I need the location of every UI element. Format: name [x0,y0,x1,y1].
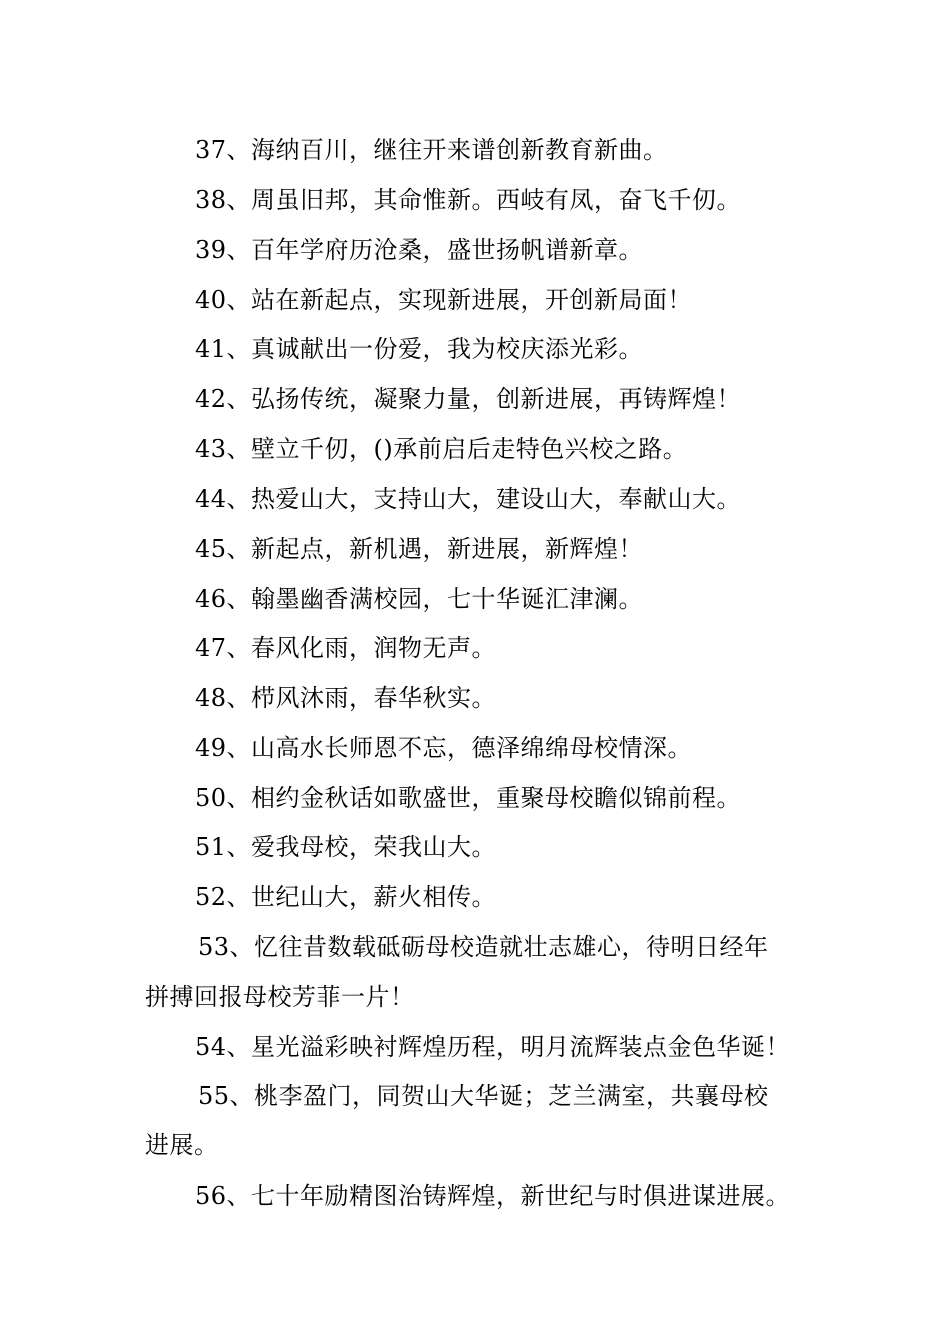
text-line: 37、海纳百川，继往开来谱创新教育新曲。 [195,136,668,164]
text-line: 进展。 [145,1131,219,1159]
text-line: 54、星光溢彩映衬辉煌历程，明月流辉装点金色华诞！ [195,1033,791,1061]
text-line: 51、爱我母校，荣我山大。 [195,833,497,861]
text-line: 41、真诚献出一份爱，我为校庆添光彩。 [195,335,644,363]
text-line: 56、七十年励精图治铸辉煌，新世纪与时俱进谋进展。 [195,1182,791,1210]
text-line: 43、壁立千仞，()承前启后走特色兴校之路。 [195,435,688,463]
text-line: 39、百年学府历沧桑，盛世扬帆谱新章。 [195,236,644,264]
text-line: 48、栉风沐雨，春华秋实。 [195,684,497,712]
text-line: 55、桃李盈门，同贺山大华诞；芝兰满室，共襄母校 [198,1082,769,1110]
text-line: 44、热爱山大，支持山大，建设山大，奉献山大。 [195,485,742,513]
text-line: 42、弘扬传统，凝聚力量，创新进展，再铸辉煌！ [195,385,742,413]
text-line: 49、山高水长师恩不忘，德泽绵绵母校情深。 [195,734,693,762]
text-line: 50、相约金秋话如歌盛世，重聚母校瞻似锦前程。 [195,784,742,812]
text-line: 53、忆往昔数载砥砺母校造就壮志雄心，待明日经年 [198,933,769,961]
text-line: 40、站在新起点，实现新进展，开创新局面！ [195,286,693,314]
text-line: 52、世纪山大，薪火相传。 [195,883,497,911]
text-line: 拼搏回报母校芳菲一片！ [145,983,415,1011]
text-line: 47、春风化雨，润物无声。 [195,634,497,662]
text-line: 45、新起点，新机遇，新进展，新辉煌！ [195,535,644,563]
text-line: 38、周虽旧邦，其命惟新。西岐有凤，奋飞千仞。 [195,186,742,214]
text-line: 46、翰墨幽香满校园，七十华诞汇津澜。 [195,585,644,613]
